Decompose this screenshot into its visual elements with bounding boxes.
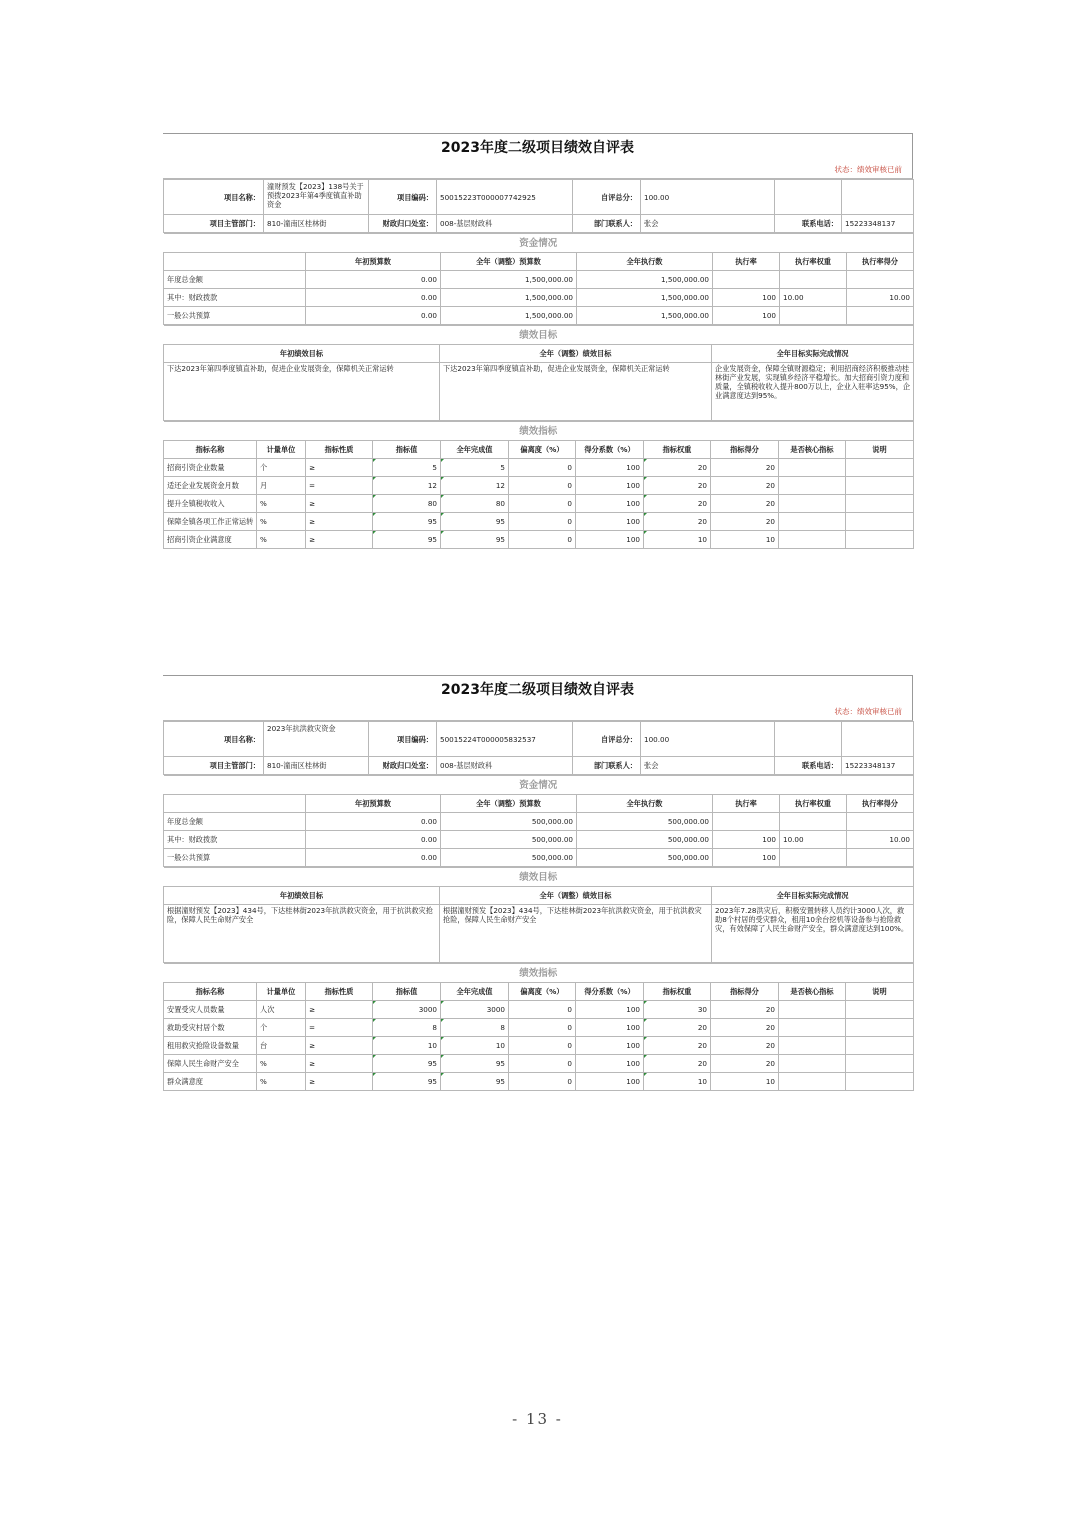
indicator-header-cell: 全年完成值	[441, 441, 509, 459]
funds-weight	[780, 849, 847, 867]
indicator-header-cell: 指标值	[373, 983, 441, 1001]
indicator-nature: =	[306, 1019, 373, 1037]
indicator-header-cell: 偏离度（%）	[509, 441, 576, 459]
indicator-core-flag	[779, 1073, 846, 1091]
indicator-header-cell: 说明	[846, 441, 914, 459]
dept-value: 810-潼南区桂林街	[264, 215, 369, 233]
funds-score: 10.00	[847, 831, 914, 849]
indicator-actual: 12	[441, 477, 509, 495]
indicators-table	[163, 421, 914, 549]
indicator-weight: 20	[644, 1037, 711, 1055]
funds-rate	[713, 813, 780, 831]
indicator-score: 10	[711, 531, 779, 549]
funds-initial: 0.00	[306, 831, 441, 849]
indicator-target: 95	[373, 513, 441, 531]
funds-header-cell: 执行率权重	[780, 253, 847, 271]
indicator-header-cell: 指标得分	[711, 441, 779, 459]
goal-actual: 企业发展资金，保障全镇财源稳定；利用招商经济积极推动桂林街产业发展，实现镇乡经济平稳增长。加大招商引资力度和质量，全镇税收收入提升800万以上，企业入驻率达95%，企业满意度达到95%。	[712, 363, 914, 421]
funds-executed: 1,500,000.00	[577, 271, 713, 289]
funds-header-cell: 全年（调整）预算数	[441, 253, 577, 271]
goals-header-cell: 年初绩效目标	[164, 345, 440, 363]
funds-score	[847, 271, 914, 289]
indicator-unit: %	[257, 1055, 306, 1073]
indicators-table	[163, 963, 914, 1091]
goals-table	[163, 325, 914, 421]
funds-rate	[713, 271, 780, 289]
indicator-header-cell: 指标名称	[164, 983, 257, 1001]
indicator-coefficient: 100	[576, 1001, 644, 1019]
funds-row-label: 其中：财政拨款	[164, 831, 306, 849]
indicator-weight: 10	[644, 531, 711, 549]
goal-initial: 下达2023年第四季度镇直补助，促进企业发展资金，保障机关正常运转	[164, 363, 440, 421]
indicator-row	[164, 1073, 914, 1091]
dept-label: 项目主管部门：	[164, 215, 264, 233]
evaluation-form	[163, 675, 913, 1091]
indicator-core-flag	[779, 459, 846, 477]
indicator-weight: 20	[644, 477, 711, 495]
indicator-actual: 95	[441, 513, 509, 531]
indicator-deviation: 0	[509, 477, 576, 495]
indicator-score: 20	[711, 459, 779, 477]
indicator-nature: ≥	[306, 531, 373, 549]
indicator-unit: 人次	[257, 1001, 306, 1019]
indicator-core-flag	[779, 513, 846, 531]
contact-value: 张会	[641, 757, 775, 775]
indicator-name: 招商引资企业满意度	[164, 531, 257, 549]
funds-weight	[780, 813, 847, 831]
funds-row	[164, 271, 914, 289]
project-code-value: 50015223T000007742925	[437, 180, 573, 215]
funds-header-cell: 年初预算数	[306, 795, 441, 813]
funds-row-label: 其中：财政拨款	[164, 289, 306, 307]
funds-weight: 10.00	[780, 289, 847, 307]
form-title: 2023年度二级项目绩效自评表	[163, 133, 913, 162]
indicator-name: 保障全镇各项工作正常运转	[164, 513, 257, 531]
indicator-actual: 95	[441, 1055, 509, 1073]
indicator-header-cell: 是否核心指标	[779, 983, 846, 1001]
project-code-value: 50015224T000005832537	[437, 722, 573, 757]
funds-header-cell: 全年执行数	[577, 795, 713, 813]
indicator-coefficient: 100	[576, 477, 644, 495]
goal-actual: 2023年7.28洪灾后，积极安置转移人员约计3000人次，救助8个村居的受灾群众，租用10余台挖机等设备参与抢险救灾，有效保障了人民生命财产安全，群众满意度达到100%。	[712, 905, 914, 963]
indicator-name: 适还企业发展资金月数	[164, 477, 257, 495]
funds-weight	[780, 307, 847, 325]
funds-header-cell: 执行率得分	[847, 795, 914, 813]
indicator-target: 12	[373, 477, 441, 495]
self-score-value: 100.00	[641, 722, 775, 757]
funds-header-cell: 全年执行数	[577, 253, 713, 271]
funds-row-label: 年度总金额	[164, 271, 306, 289]
indicator-weight: 10	[644, 1073, 711, 1091]
indicator-header-cell: 指标得分	[711, 983, 779, 1001]
indicator-header-cell: 全年完成值	[441, 983, 509, 1001]
funds-score	[847, 849, 914, 867]
indicator-target: 80	[373, 495, 441, 513]
indicator-actual: 95	[441, 531, 509, 549]
info-table	[163, 721, 914, 775]
indicator-nature: ≥	[306, 1037, 373, 1055]
indicator-target: 95	[373, 1055, 441, 1073]
indicator-nature: =	[306, 477, 373, 495]
indicator-deviation: 0	[509, 1037, 576, 1055]
self-score-value: 100.00	[641, 180, 775, 215]
finance-label: 财政归口处室：	[369, 757, 437, 775]
indicator-coefficient: 100	[576, 1073, 644, 1091]
funds-rate: 100	[713, 289, 780, 307]
phone-value: 15223348137	[842, 757, 914, 775]
indicator-unit: %	[257, 513, 306, 531]
funds-weight	[780, 271, 847, 289]
funds-initial: 0.00	[306, 289, 441, 307]
funds-adjusted: 500,000.00	[441, 831, 577, 849]
empty-cell	[775, 722, 842, 757]
indicator-unit: 个	[257, 459, 306, 477]
indicator-deviation: 0	[509, 1019, 576, 1037]
indicator-actual: 95	[441, 1073, 509, 1091]
indicator-nature: ≥	[306, 1055, 373, 1073]
indicator-row	[164, 1001, 914, 1019]
project-name-label: 项目名称：	[164, 722, 264, 757]
indicator-row	[164, 1037, 914, 1055]
funds-executed: 500,000.00	[577, 849, 713, 867]
indicator-weight: 30	[644, 1001, 711, 1019]
indicator-target: 10	[373, 1037, 441, 1055]
indicator-row	[164, 477, 914, 495]
empty-cell	[842, 722, 914, 757]
status-text: 状态：绩效审核已前	[163, 704, 913, 721]
empty-cell	[164, 253, 306, 271]
funds-executed: 500,000.00	[577, 813, 713, 831]
funds-adjusted: 1,500,000.00	[441, 289, 577, 307]
indicator-unit: 月	[257, 477, 306, 495]
indicator-weight: 20	[644, 459, 711, 477]
indicator-header-cell: 得分系数（%）	[576, 441, 644, 459]
indicator-header-cell: 指标性质	[306, 441, 373, 459]
phone-value: 15223348137	[842, 215, 914, 233]
indicator-score: 20	[711, 1055, 779, 1073]
funds-executed: 1,500,000.00	[577, 307, 713, 325]
project-code-label: 项目编码：	[369, 180, 437, 215]
funds-header-cell: 执行率权重	[780, 795, 847, 813]
phone-label: 联系电话：	[775, 757, 842, 775]
funds-row	[164, 289, 914, 307]
indicator-core-flag	[779, 531, 846, 549]
indicator-target: 5	[373, 459, 441, 477]
funds-row-label: 一般公共预算	[164, 307, 306, 325]
indicator-deviation: 0	[509, 531, 576, 549]
indicator-header-cell: 指标权重	[644, 983, 711, 1001]
indicator-core-flag	[779, 495, 846, 513]
indicator-note	[846, 1055, 914, 1073]
goals-header-cell: 全年（调整）绩效目标	[440, 887, 712, 905]
indicator-coefficient: 100	[576, 459, 644, 477]
indicator-note	[846, 1073, 914, 1091]
finance-label: 财政归口处室：	[369, 215, 437, 233]
indicator-deviation: 0	[509, 1055, 576, 1073]
indicator-deviation: 0	[509, 459, 576, 477]
indicator-weight: 20	[644, 1055, 711, 1073]
indicator-note	[846, 495, 914, 513]
funds-header-cell: 全年（调整）预算数	[441, 795, 577, 813]
indicator-nature: ≥	[306, 495, 373, 513]
indicator-row	[164, 495, 914, 513]
indicator-name: 安置受灾人员数量	[164, 1001, 257, 1019]
indicator-coefficient: 100	[576, 1055, 644, 1073]
dept-label: 项目主管部门：	[164, 757, 264, 775]
indicator-header-cell: 计量单位	[257, 983, 306, 1001]
indicator-header-cell: 说明	[846, 983, 914, 1001]
funds-executed: 1,500,000.00	[577, 289, 713, 307]
project-name-label: 项目名称：	[164, 180, 264, 215]
funds-section-title: 资金情况	[164, 776, 914, 795]
indicator-name: 救助受灾村居个数	[164, 1019, 257, 1037]
indicator-core-flag	[779, 1037, 846, 1055]
finance-value: 008-基层财政科	[437, 215, 573, 233]
indicator-actual: 3000	[441, 1001, 509, 1019]
indicator-actual: 8	[441, 1019, 509, 1037]
funds-header-cell: 执行率	[713, 253, 780, 271]
indicator-score: 20	[711, 1019, 779, 1037]
indicator-row	[164, 1055, 914, 1073]
indicator-score: 20	[711, 1037, 779, 1055]
funds-section-title: 资金情况	[164, 234, 914, 253]
funds-score: 10.00	[847, 289, 914, 307]
indicator-nature: ≥	[306, 1001, 373, 1019]
indicator-row	[164, 459, 914, 477]
indicator-actual: 80	[441, 495, 509, 513]
indicator-target: 3000	[373, 1001, 441, 1019]
indicator-score: 20	[711, 513, 779, 531]
indicator-unit: 台	[257, 1037, 306, 1055]
project-name-value: 潼财预发【2023】138号关于预拨2023年第4季度镇直补助资金	[264, 180, 369, 215]
funds-score	[847, 307, 914, 325]
indicator-header-cell: 偏离度（%）	[509, 983, 576, 1001]
indicator-coefficient: 100	[576, 531, 644, 549]
indicator-name: 保障人民生命财产安全	[164, 1055, 257, 1073]
empty-cell	[775, 180, 842, 215]
indicator-name: 租用救灾抢险设备数量	[164, 1037, 257, 1055]
indicator-header-cell: 指标权重	[644, 441, 711, 459]
indicator-score: 10	[711, 1073, 779, 1091]
phone-label: 联系电话：	[775, 215, 842, 233]
indicator-name: 群众满意度	[164, 1073, 257, 1091]
goal-adjusted: 根据潼财预发【2023】434号，下达桂林街2023年抗洪救灾资金，用于抗洪救灾抢险，保障人民生命财产安全	[440, 905, 712, 963]
funds-adjusted: 500,000.00	[441, 849, 577, 867]
indicator-nature: ≥	[306, 513, 373, 531]
contact-label: 部门联系人：	[573, 215, 641, 233]
finance-value: 008-基层财政科	[437, 757, 573, 775]
indicator-header-cell: 得分系数（%）	[576, 983, 644, 1001]
indicator-score: 20	[711, 1001, 779, 1019]
project-code-label: 项目编码：	[369, 722, 437, 757]
funds-header-cell: 执行率得分	[847, 253, 914, 271]
indicator-deviation: 0	[509, 1001, 576, 1019]
indicator-weight: 20	[644, 1019, 711, 1037]
goals-header-cell: 年初绩效目标	[164, 887, 440, 905]
indicator-note	[846, 477, 914, 495]
funds-row-label: 一般公共预算	[164, 849, 306, 867]
funds-weight: 10.00	[780, 831, 847, 849]
self-score-label: 自评总分：	[573, 722, 641, 757]
funds-rate: 100	[713, 849, 780, 867]
indicator-nature: ≥	[306, 459, 373, 477]
funds-table	[163, 775, 914, 867]
indicator-target: 95	[373, 531, 441, 549]
project-name-value: 2023年抗洪救灾资金	[264, 722, 369, 757]
goals-section-title: 绩效目标	[164, 326, 914, 345]
funds-row	[164, 307, 914, 325]
indicator-core-flag	[779, 1019, 846, 1037]
goals-header-cell: 全年目标实际完成情况	[712, 345, 914, 363]
evaluation-form	[163, 133, 913, 549]
indicator-name: 提升全镇税收收入	[164, 495, 257, 513]
indicator-row	[164, 513, 914, 531]
funds-adjusted: 500,000.00	[441, 813, 577, 831]
indicators-section-title: 绩效指标	[164, 964, 914, 983]
indicator-unit: %	[257, 1073, 306, 1091]
funds-row	[164, 813, 914, 831]
indicator-core-flag	[779, 1055, 846, 1073]
indicator-core-flag	[779, 1001, 846, 1019]
indicator-note	[846, 531, 914, 549]
indicator-coefficient: 100	[576, 513, 644, 531]
funds-adjusted: 1,500,000.00	[441, 307, 577, 325]
goal-initial: 根据潼财预发【2023】434号，下达桂林街2023年抗洪救灾资金，用于抗洪救灾抢险，保障人民生命财产安全	[164, 905, 440, 963]
funds-header-cell: 执行率	[713, 795, 780, 813]
funds-row-label: 年度总金额	[164, 813, 306, 831]
indicators-section-title: 绩效指标	[164, 422, 914, 441]
indicator-coefficient: 100	[576, 495, 644, 513]
indicator-header-cell: 是否核心指标	[779, 441, 846, 459]
funds-table	[163, 233, 914, 325]
funds-initial: 0.00	[306, 307, 441, 325]
self-score-label: 自评总分：	[573, 180, 641, 215]
indicator-actual: 5	[441, 459, 509, 477]
indicator-target: 95	[373, 1073, 441, 1091]
indicator-note	[846, 459, 914, 477]
indicator-note	[846, 1037, 914, 1055]
goals-section-title: 绩效目标	[164, 868, 914, 887]
indicator-deviation: 0	[509, 513, 576, 531]
dept-value: 810-潼南区桂林街	[264, 757, 369, 775]
indicator-deviation: 0	[509, 495, 576, 513]
indicator-header-cell: 指标性质	[306, 983, 373, 1001]
goals-header-cell: 全年目标实际完成情况	[712, 887, 914, 905]
empty-cell	[842, 180, 914, 215]
indicator-header-cell: 计量单位	[257, 441, 306, 459]
goals-header-cell: 全年（调整）绩效目标	[440, 345, 712, 363]
funds-adjusted: 1,500,000.00	[441, 271, 577, 289]
funds-initial: 0.00	[306, 813, 441, 831]
funds-initial: 0.00	[306, 271, 441, 289]
indicator-unit: %	[257, 495, 306, 513]
goals-table	[163, 867, 914, 963]
funds-initial: 0.00	[306, 849, 441, 867]
indicator-header-cell: 指标值	[373, 441, 441, 459]
funds-executed: 500,000.00	[577, 831, 713, 849]
funds-header-cell: 年初预算数	[306, 253, 441, 271]
info-table	[163, 179, 914, 233]
indicator-note	[846, 1001, 914, 1019]
indicator-row	[164, 1019, 914, 1037]
indicator-unit: %	[257, 531, 306, 549]
form-title: 2023年度二级项目绩效自评表	[163, 675, 913, 704]
indicator-note	[846, 1019, 914, 1037]
funds-row	[164, 831, 914, 849]
indicator-unit: 个	[257, 1019, 306, 1037]
contact-value: 张会	[641, 215, 775, 233]
funds-score	[847, 813, 914, 831]
indicator-deviation: 0	[509, 1073, 576, 1091]
indicator-nature: ≥	[306, 1073, 373, 1091]
funds-rate: 100	[713, 831, 780, 849]
funds-row	[164, 849, 914, 867]
page-number: - 13 -	[512, 1410, 563, 1428]
indicator-name: 招商引资企业数量	[164, 459, 257, 477]
goal-adjusted: 下达2023年第四季度镇直补助，促进企业发展资金，保障机关正常运转	[440, 363, 712, 421]
indicator-score: 20	[711, 477, 779, 495]
empty-cell	[164, 795, 306, 813]
indicator-core-flag	[779, 477, 846, 495]
indicator-weight: 20	[644, 513, 711, 531]
indicator-weight: 20	[644, 495, 711, 513]
status-text: 状态：绩效审核已前	[163, 162, 913, 179]
indicator-actual: 10	[441, 1037, 509, 1055]
indicator-row	[164, 531, 914, 549]
funds-rate: 100	[713, 307, 780, 325]
indicator-coefficient: 100	[576, 1019, 644, 1037]
indicator-score: 20	[711, 495, 779, 513]
indicator-note	[846, 513, 914, 531]
indicator-header-cell: 指标名称	[164, 441, 257, 459]
indicator-coefficient: 100	[576, 1037, 644, 1055]
contact-label: 部门联系人：	[573, 757, 641, 775]
indicator-target: 8	[373, 1019, 441, 1037]
